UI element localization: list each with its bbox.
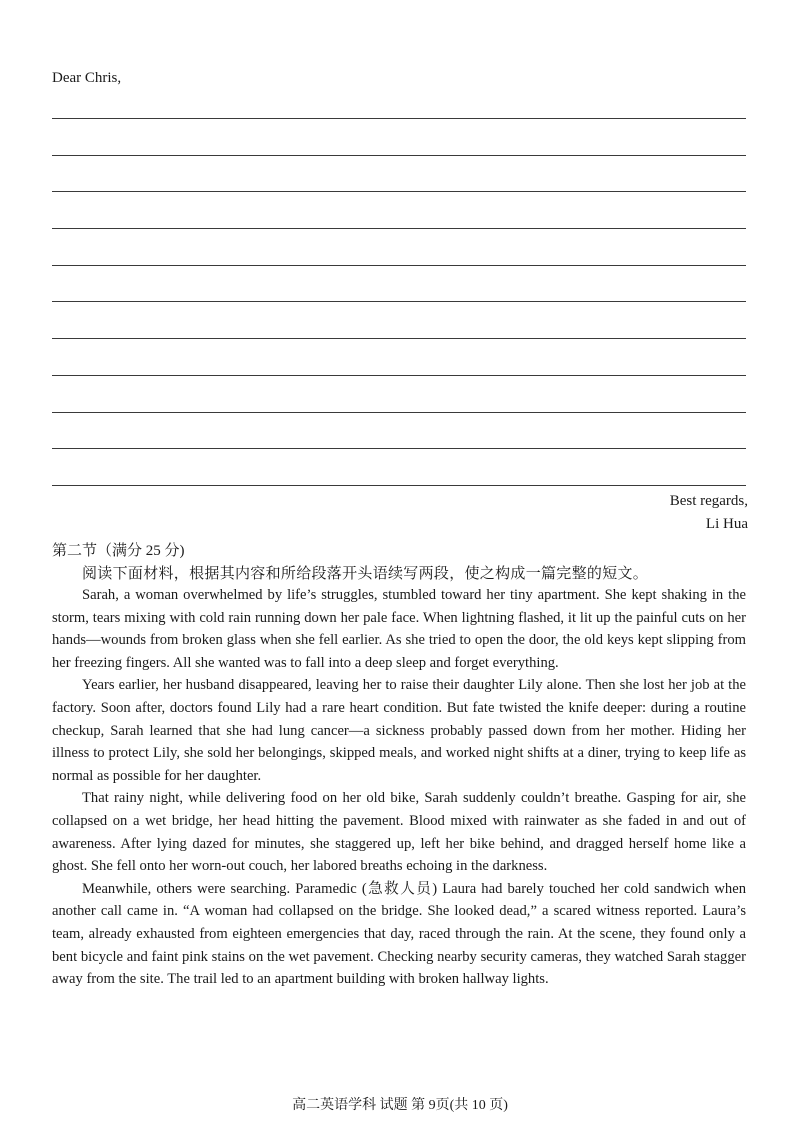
passage-paragraph: Years earlier, her husband disappeared, leaving her to raise their daughter Lily alone. Then she lost her job at the factory. Soon after, doctors found Lily had a rare heart condition. But fate twisted the knife deeper: during a routine checkup, Sarah learned that she had lung cancer—a sickness probably passed down from her mother. Hiding her illness to protect Lily, she sold her belongings, skipped meals, and worked night shifts at a diner, trying to keep life as normal as possible for her daughter. <box>52 677 746 784</box>
signature: Li Hua <box>705 516 748 532</box>
writing-line <box>52 338 746 339</box>
writing-line <box>52 375 746 376</box>
writing-lines <box>52 118 746 522</box>
section-title: 第二节（满分 25 分) <box>52 543 185 559</box>
passage-paragraph: That rainy night, while delivering food on her old bike, Sarah suddenly couldn’t breathe. Gasping for air, she collapsed on a wet bridge, her head hitting the pavement. Blood mixed with rainwater as she faded in and out of awareness. After lying dazed for minutes, she staggered up, left her bike behind, and dragged herself home like a ghost. She fell onto her worn-out couch, her labored breaths echoing in the darkness. <box>52 790 746 875</box>
writing-line <box>52 228 746 229</box>
writing-line <box>52 485 746 486</box>
writing-line <box>52 265 746 266</box>
section-instruction: 阅读下面材料，根据其内容和所给段落开头语续写两段，使之构成一篇完整的短文。 <box>82 566 649 582</box>
writing-line <box>52 448 746 449</box>
writing-line <box>52 301 746 302</box>
writing-line <box>52 191 746 192</box>
passage-paragraph: Sarah, a woman overwhelmed by life’s struggles, stumbled toward her tiny apartment. She kept shaking in the storm, tears mixing with cold rain running down her pale face. When lightning flashed, it lit up the painful cuts on her hands—wounds from broken glass when she fell earlier. As she tried to open the door, the old keys kept slipping from her freezing fingers. All she wanted was to fall into a deep sleep and forget everything. <box>52 587 746 671</box>
reading-passage <box>52 584 746 991</box>
letter-salutation: Dear Chris, <box>52 70 122 86</box>
passage-paragraph: Meanwhile, others were searching. Paramedic (急救人员) Laura had barely touched her cold sandwich when another call came in. “A woman had collapsed on the bridge. She looked dead,” a scared witness reported. Laura’s team, already exhausted from eighteen emergencies that day, raced through the rain. At the scene, they found only a bent bicycle and faint pink stains on the wet pavement. Checking nearby security cameras, they watched Sarah stagger away from the site. The trail led to an apartment building with broken hallway lights. <box>52 880 746 988</box>
closing-phrase: Best regards, <box>669 493 748 509</box>
writing-line <box>52 118 746 119</box>
page-footer: 高二英语学科 试题 第 9页(共 10 页) <box>292 1098 508 1113</box>
writing-line <box>52 412 746 413</box>
letter-closing <box>670 490 748 536</box>
writing-line <box>52 155 746 156</box>
